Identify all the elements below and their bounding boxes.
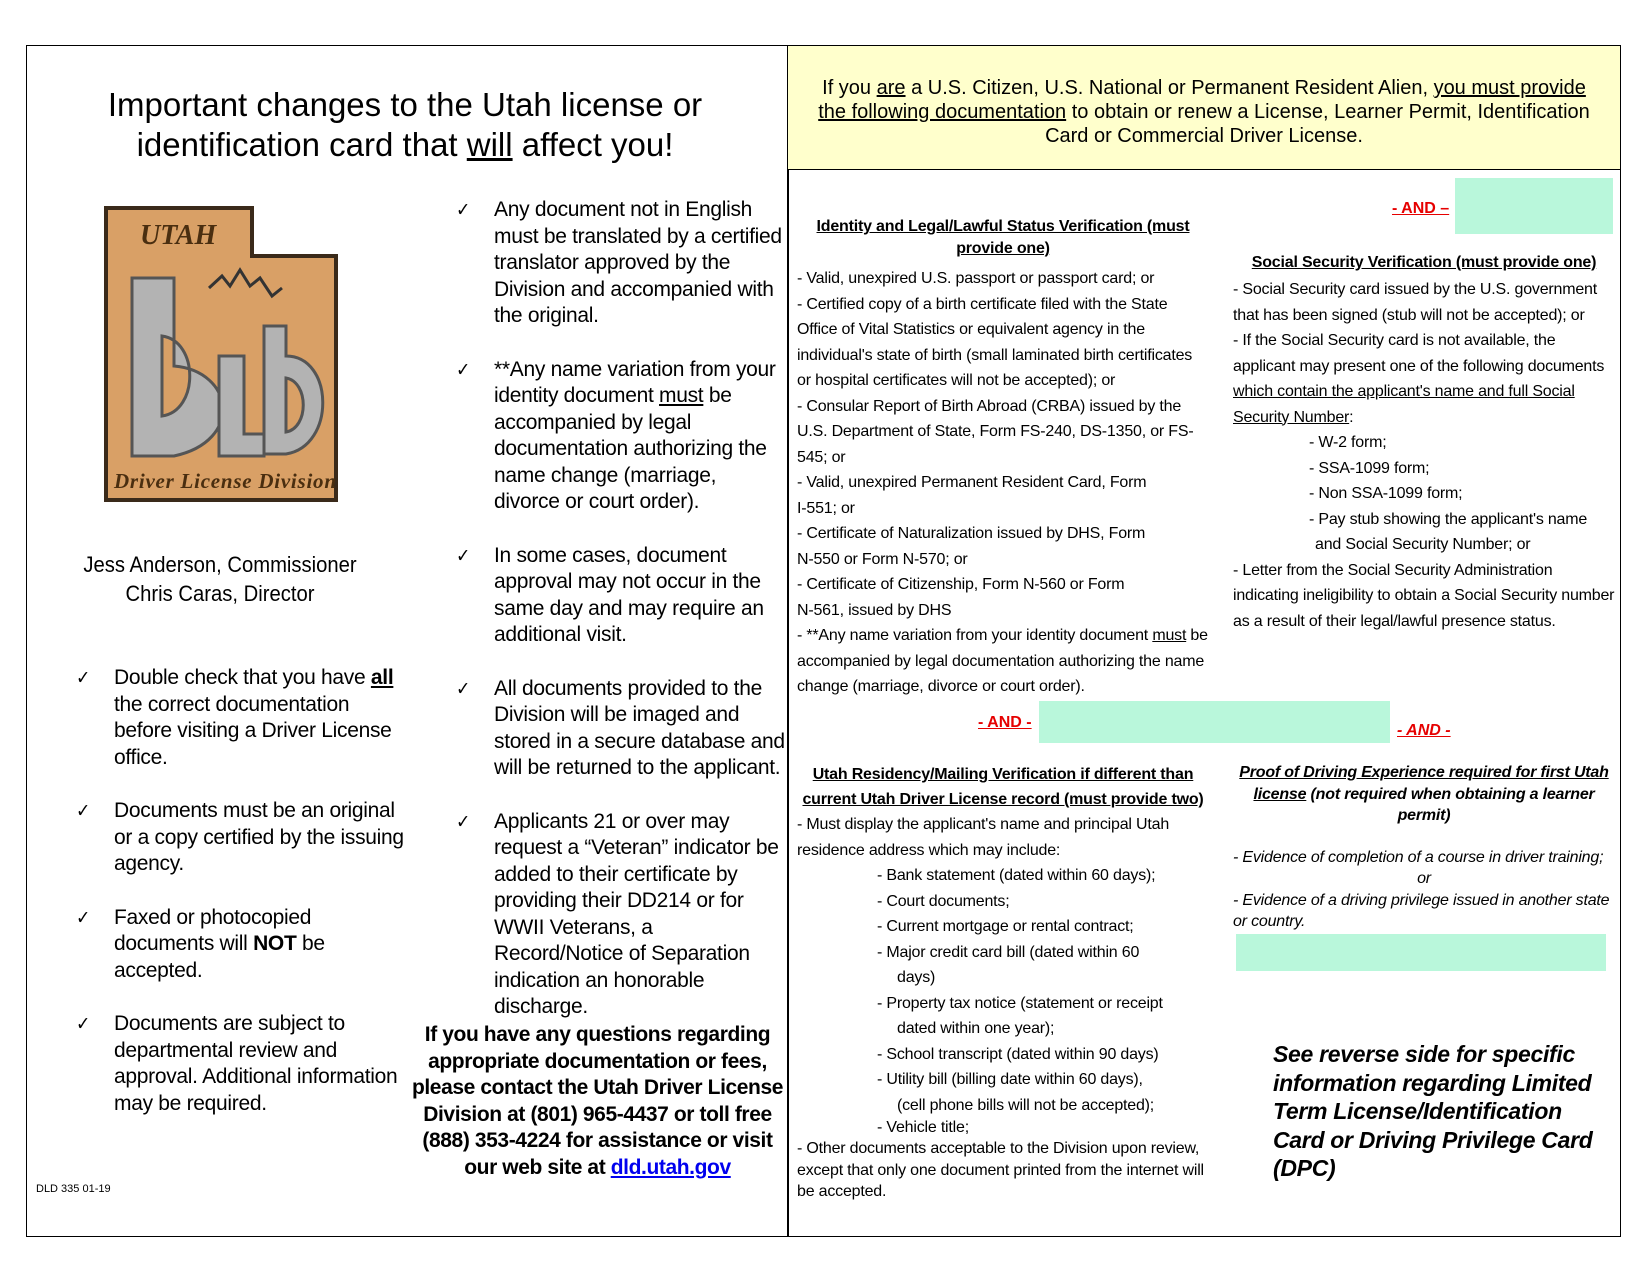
page-title bbox=[60, 85, 750, 165]
doc-number: DLD 335 01-19 bbox=[36, 1183, 111, 1195]
check-icon: ✓ bbox=[76, 906, 91, 929]
ssn-doc-item-cont: and Social Security Number; or bbox=[1315, 536, 1531, 553]
highlight-box bbox=[1455, 178, 1613, 234]
check-item: ✓ Any document not in English must be translated by a certified translator approved by the Division and accompanied with the original. bbox=[456, 198, 782, 327]
residency-item: - Property tax notice (statement or receipt bbox=[877, 994, 1163, 1012]
dld-logo bbox=[104, 206, 346, 502]
contact-info: If you have any questions regarding appropriate documentation or fees, please contact the Utah Driver License Division at (801) 965-4437 or toll free (888) 353-4224 for assistance or visit our web site at dld.utah.gov bbox=[411, 1023, 784, 1179]
title-line-2 bbox=[60, 125, 750, 165]
director-name: Chris Caras, Director bbox=[125, 581, 315, 606]
residency-item: - Utility bill (billing date within 60 days), bbox=[877, 1071, 1143, 1088]
residency-item: - Court documents; bbox=[877, 892, 1010, 910]
residency-item-cont: (cell phone bills will not be accepted); bbox=[897, 1096, 1155, 1114]
and-separator-3: - AND - bbox=[1397, 722, 1451, 739]
check-item: ✓ Double check that you have all the correct documentation before visiting a Driver License office. bbox=[76, 666, 394, 769]
check-item: ✓ Applicants 21 or over may request a “Veteran” indicator be added to their certificate by providing their DD214 or for WWII Veterans, a Record/Notice of Separation indication an honorable discharge. bbox=[456, 809, 779, 1018]
ssn-alt-line: - If the Social Security card is not available, the applicant may present one of the following documents which contain the applicant's name and full Social Security Number: bbox=[1233, 332, 1605, 426]
ssn-card-line: - Social Security card issued by the U.S. government that has been signed (stub will not be accepted); or bbox=[1233, 281, 1597, 324]
identity-line: - Consular Report of Birth Abroad (CRBA) issued by the bbox=[797, 397, 1182, 415]
identity-line: - Valid, unexpired U.S. passport or passport card; or bbox=[797, 270, 1155, 287]
title-post: affect you! bbox=[512, 126, 674, 163]
column-divider bbox=[787, 45, 789, 1237]
identity-line: I-551; or bbox=[797, 499, 855, 517]
check-item: ✓ Faxed or photocopied documents will NOT be accepted. bbox=[76, 905, 325, 982]
check-icon: ✓ bbox=[456, 358, 471, 381]
ssn-heading: Social Security Verification (must provide one) bbox=[1251, 254, 1597, 271]
ssn-section bbox=[1233, 252, 1615, 634]
check-item: ✓ Documents are subject to departmental review and approval. Additional information may be required. bbox=[76, 1012, 398, 1115]
identity-name-variation: - **Any name variation from your identity document must be accompanied by legal documentation authorizing the name change (marriage, divorce or court order). bbox=[797, 627, 1208, 695]
and-separator-2: - AND - bbox=[978, 714, 1032, 731]
commissioner-name: Jess Anderson, Commissioner bbox=[83, 552, 357, 577]
highlight-box bbox=[1039, 701, 1390, 743]
title-pre: identification card that bbox=[136, 126, 467, 163]
identity-line: - Certificate of Naturalization issued by DHS, Form bbox=[797, 525, 1146, 542]
experience-section bbox=[1233, 762, 1615, 933]
check-icon: ✓ bbox=[456, 677, 471, 700]
identity-line: 545; or bbox=[797, 448, 846, 466]
identity-section bbox=[797, 216, 1209, 700]
residency-item: - Vehicle title; bbox=[877, 1119, 969, 1136]
requirements-banner: If you are a U.S. Citizen, U.S. National or Permanent Resident Alien, you must provide the following documentation to obtain or renew a License, Learner Permit, Identification Card or Commercial Driver License. bbox=[788, 46, 1620, 170]
check-icon: ✓ bbox=[456, 810, 471, 833]
and-separator-1: - AND – bbox=[1392, 200, 1450, 217]
check-item: ✓ **Any name variation from your identity document must be accompanied by legal documentation authorizing the name change (marriage, divorce or court order). bbox=[456, 357, 776, 513]
identity-line: Office of Vital Statistics or equivalent agency in the bbox=[797, 321, 1145, 338]
check-icon: ✓ bbox=[456, 199, 471, 221]
title-line-1: Important changes to the Utah license or bbox=[107, 86, 703, 123]
check-icon: ✓ bbox=[76, 800, 91, 822]
reverse-side-note: See reverse side for specific information regarding Limited Term License/Identification Card or Driving Privilege Card (DPC) bbox=[1273, 1041, 1593, 1181]
experience-course: - Evidence of completion of a course in driver training; bbox=[1233, 848, 1604, 866]
ssn-letter-line: - Letter from the Social Security Administration indicating ineligibility to obtain a Social Security number as a result of their legal/lawful presence status. bbox=[1233, 561, 1615, 630]
identity-heading: Identity and Legal/Lawful Status Verification (must provide one) bbox=[816, 218, 1190, 257]
checklist-left bbox=[76, 665, 406, 1144]
residency-section bbox=[797, 762, 1209, 1203]
identity-line: or hospital certificates will not be accepted); or bbox=[797, 372, 1116, 389]
check-item: ✓ All documents provided to the Division will be imaged and stored in a secure database and will be returned to the applicant. bbox=[456, 676, 785, 779]
check-item: ✓ In some cases, document approval may not occur in the same day and may require an additional visit. bbox=[456, 543, 764, 646]
check-item: ✓ Documents must be an original or a copy certified by the issuing agency. bbox=[76, 799, 404, 875]
check-icon: ✓ bbox=[76, 667, 91, 689]
identity-line: - Certified copy of a birth certificate filed with the State bbox=[797, 295, 1168, 313]
checklist-middle bbox=[456, 197, 786, 1048]
experience-or: or bbox=[1417, 870, 1431, 887]
residency-heading: Utah Residency/Mailing Verification if different than current Utah Driver License record (must provide two) bbox=[802, 766, 1204, 808]
identity-line: - Certificate of Citizenship, Form N-560 or Form bbox=[797, 576, 1125, 593]
highlight-box bbox=[1236, 934, 1606, 971]
residency-item: - School transcript (dated within 90 days) bbox=[877, 1045, 1159, 1063]
experience-heading: Proof of Driving Experience required for first Utah license (not required when obtaining a learner permit) bbox=[1239, 764, 1609, 824]
residency-item-cont: days) bbox=[897, 969, 936, 986]
logo-utah-text: UTAH bbox=[140, 220, 217, 251]
identity-line: individual's state of birth (small laminated birth certificates bbox=[797, 346, 1193, 364]
residency-intro: - Must display the applicant's name and principal Utah residence address which may include: bbox=[797, 816, 1170, 859]
ssn-doc-item: - SSA-1099 form; bbox=[1309, 459, 1430, 477]
title-emphasis: will bbox=[466, 126, 513, 163]
logo-division-text: Driver License Division bbox=[114, 469, 336, 493]
residency-item: - Bank statement (dated within 60 days); bbox=[877, 867, 1156, 884]
residency-item-cont: dated within one year); bbox=[897, 1020, 1055, 1037]
identity-line: U.S. Department of State, Form FS-240, DS-1350, or FS- bbox=[797, 423, 1194, 440]
residency-item: - Major credit card bill (dated within 60 bbox=[877, 943, 1140, 961]
check-icon: ✓ bbox=[76, 1013, 91, 1035]
ssn-doc-item: - Non SSA-1099 form; bbox=[1309, 485, 1463, 502]
residency-item: - Current mortgage or rental contract; bbox=[877, 918, 1134, 935]
identity-line: N-550 or Form N-570; or bbox=[797, 550, 968, 568]
experience-privilege: - Evidence of a driving privilege issued in another state or country. bbox=[1233, 891, 1610, 930]
website-link[interactable]: dld.utah.gov bbox=[610, 1155, 731, 1179]
officials bbox=[60, 550, 380, 608]
ssn-doc-item: - Pay stub showing the applicant's name bbox=[1309, 510, 1588, 528]
identity-line: - Valid, unexpired Permanent Resident Card, Form bbox=[797, 474, 1147, 491]
residency-other: - Other documents acceptable to the Division upon review, except that only one document printed from the internet will be accepted. bbox=[797, 1140, 1204, 1200]
check-icon: ✓ bbox=[456, 544, 471, 567]
identity-line: N-561, issued by DHS bbox=[797, 601, 952, 619]
ssn-doc-item: - W-2 form; bbox=[1309, 434, 1387, 451]
